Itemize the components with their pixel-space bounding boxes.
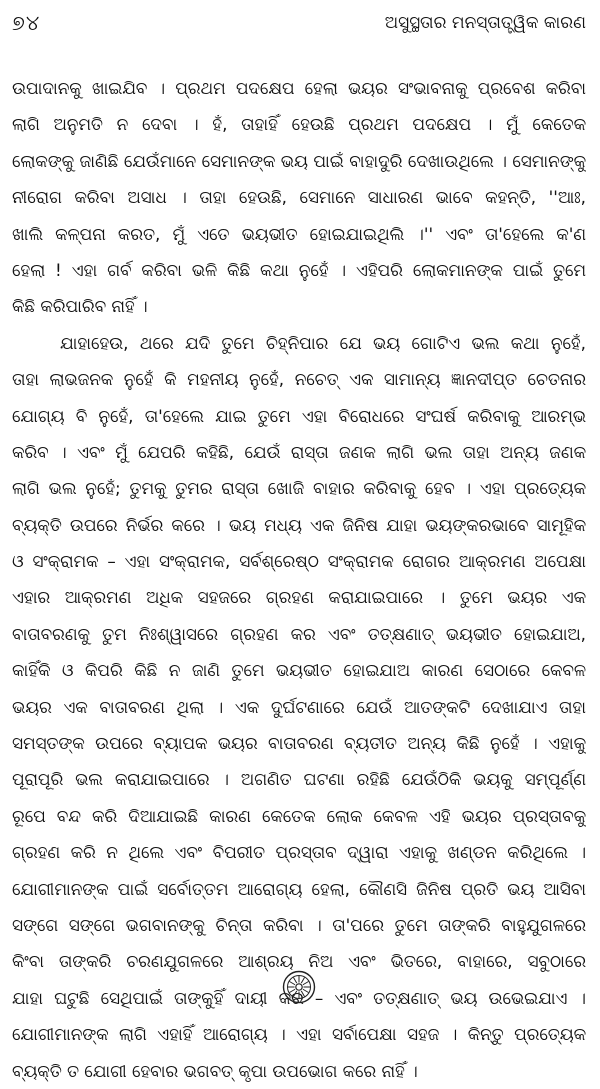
text-line: ଯାହା ଘଟୁଛି ସେଥିପାଇଁ ତାଙ୍କୁହିଁ ଦାୟୀ କର – ଏବଂ ତତ୍‌କ୍ଷଣାତ୍‌ ଭୟ ଉଭେଇଯାଏ । [12,987,586,1008]
body-text [12,70,586,1089]
running-title: ଅସୁସ୍ଥତାର ମନସ୍ତାତ୍ତ୍ୱିକ କାରଣ [384,13,586,33]
text-line: ବାତାବରଣକୁ ତୁମ ନିଃଶ୍ୱାସରେ ଗ୍ରହଣ କର ଏବଂ ତତ୍‌କ୍ଷଣାତ୍‌ ଭୟଭୀତ ହୋଇଯାଅ, [12,623,586,644]
text-line: ଖାଲି କଳ୍ପନା କରତ, ମୁଁ ଏତେ ଭୟଭୀତ ହୋଇଯାଇଥିଲି ।'' ଏବଂ ତା'ହେଲେ କ'ଣ [12,223,586,244]
text-line: ଭୟର ଏକ ବାତାବରଣ ଥିଲା । ଏକ ଦୁର୍ଘଟଣାରେ ଯେଉଁ ଆତଙ୍କଟି ଦେଖାଯାଏ ତାହା [12,696,586,717]
ornament-petal [301,977,304,983]
text-line: ସଙ୍ଗେ ସଙ୍ଗେ ଭଗବାନଙ୍କୁ ଚିନ୍ତା କରିବା । ତା'ପରେ ତୁମେ ତାଙ୍କରି ବାହୁଯୁଗଳରେ [12,914,586,935]
flower-ornament-icon [282,970,316,1004]
text-line: ବ୍ୟକ୍ତି ଉପରେ ନିର୍ଭର କରେ । ଭୟ ମଧ୍ୟ ଏକ ଜିନିଷ ଯାହା ଭୟଙ୍କରଭାବେ ସାମୂହିକ [12,514,586,535]
text-line: ସମସ୍ତଙ୍କ ଉପରେ ବ୍ୟାପକ ଭୟର ବାତାବରଣ ବ୍ୟତୀତ ଅନ୍ୟ କିଛି ନୁହେଁ । ଏହାକୁ [12,733,586,754]
text-line: ଓ ସଂକ୍ରାମକ – ଏହା ସଂକ୍ରାମକ, ସର୍ବଶ୍ରେଷ୍ଠ ସଂକ୍ରାମକ ରୋଗର ଆକ୍ରମଣ ଅପେକ୍ଷା [12,551,586,572]
ornament-petal [289,982,295,985]
text-line: ନୀରୋଗ କରିବା ଅସାଧ । ତାହା ହେଉଛି, ସେମାନେ ସାଧାରଣ ଭାବେ କହନ୍ତି, ''ଆଃ, [12,187,586,208]
text-line: ଏହାର ଆକ୍ରମଣ ଅଧିକ ସହଜରେ ଗ୍ରହଣ କରାଯାଇପାରେ । ତୁମେ ଭୟର ଏକ [12,587,586,608]
text-line: ଲାଗି ଅନୁମତି ନ ଦେବା । ହଁ, ତାହାହିଁ ହେଉଛି ପ୍ରଥମ ପଦକ୍ଷେପ । ମୁଁ କେତେକ [12,114,586,135]
page-number: ୭୪ [12,10,41,35]
text-line: ଲାଗି ଭଲ ନୁହେଁ; ତୁମକୁ ତୁମର ରାସ୍ତା ଖୋଜି ବାହାର କରିବାକୁ ହେବ । ଏହା ପ୍ରତ୍ୟେକ [12,478,586,499]
text-line: କିଂବା ତାଙ୍କରି ଚରଣଯୁଗଳରେ ଆଶ୍ରୟ ନିଅ ଏବଂ ଭିତରେ, ବାହାରେ, ସବୁଠାରେ [12,951,586,972]
ornament-petal [294,991,297,997]
text-line: ଯୋଗୀମାନଙ୍କ ପାଇଁ ସର୍ବୋତ୍ତମ ଆରୋଗ୍ୟ ହେଲା, କୌଣସି ଜିନିଷ ପ୍ରତି ଭୟ ଆସିବା [12,878,586,899]
text-line: କିଛି କରିପାରିବ ନାହିଁ । [12,296,148,317]
text-line: ପୂରାପୂରି ଭଲ କରାଯାଇପାରେ । ଅଗଣିତ ଘଟଣା ରହିଛି ଯେଉଁଠିକି ଭୟକୁ ସମ୍ପୂର୍ଣ୍ଣ [12,769,586,790]
text-line: କାହିଁକି ଓ କିପରି କିଛି ନ ଜାଣି ତୁମେ ଭୟଭୀତ ହୋଇଯାଅ କାରଣ ସେଠାରେ କେବଳ [12,660,586,681]
page-header [12,8,586,38]
ornament-petal [301,991,304,997]
text-line: ଯୋଗୀମାନଙ୍କ ଲାଗି ଏହାହିଁ ଆରୋଗ୍ୟ । ଏହା ସର୍ବାପେକ୍ଷା ସହଜ । କିନ୍ତୁ ପ୍ରତ୍ୟେକ [12,1024,586,1045]
text-line: ଗ୍ରହଣ କରି ନ ଥିଲେ ଏବଂ ବିପରୀତ ପ୍ରସ୍ତାବ ଦ୍ୱାରା ଏହାକୁ ଖଣ୍ଡନ କରିଥିଲେ । [12,842,586,863]
text-line: ହେଲା ! ଏହା ଗର୍ବ କରିବା ଭଳି କିଛି କଥା ନୁହେଁ । ଏହିପରି ଲୋକମାନଙ୍କ ପାଇଁ ତୁମେ [12,259,586,280]
text-line: ଯାହାହେଉ, ଥରେ ଯଦି ତୁମେ ଚିହ୍ନିପାର ଯେ ଭୟ ଗୋଟିଏ ଭଲ କଥା ନୁହେଁ, [60,332,586,353]
text-line: ବ୍ୟକ୍ତି ତ ଯୋଗୀ ହେବାର ଭଗବତ୍‌ କୃପା ଉପଭୋଗ କରେ ନାହିଁ । [12,1060,418,1081]
text-line: ଲୋକଙ୍କୁ ଜାଣିଛି ଯେଉଁମାନେ ସେମାନଙ୍କ ଭୟ ପାଇଁ ବାହାଦୁରି ଦେଖାଉଥିଲେ । ସେମାନଙ୍କୁ [12,150,586,171]
text-line: ଉପାଦାନକୁ ଖାଇଯିବ । ପ୍ରଥମ ପଦକ୍ଷେପ ହେଲା ଭୟର ସଂଭାବନାକୁ ପ୍ରବେଶ କରିବା [12,78,586,98]
text-line: କରିବ । ଏବଂ ମୁଁ ଯେପରି କହିଛି, ଯେଉଁ ରାସ୍ତା ଜଣକ ଲାଗି ଭଲ ତାହା ଅନ୍ୟ ଜଣକ [12,441,586,462]
text-line: ତାହା ଲାଭଜନକ ନୁହେଁ କି ମହନୀୟ ନୁହେଁ, ନଚେତ୍‌ ଏକ ସାମାନ୍ୟ ଜ୍ଞାନଦୀପ୍ତ ଚେତନାର [12,369,586,390]
text-line: ରୂପେ ବନ୍ଦ କରି ଦିଆଯାଇଛି କାରଣ କେତେକ ଲୋକ କେବଳ ଏହି ଭୟର ପ୍ରସ୍ତାବକୁ [12,805,586,826]
ornament-petal [303,982,309,985]
ornament-petal [303,989,309,992]
text-line: ଯୋଗ୍ୟ ବି ନୁହେଁ, ତା'ହେଲେ ଯାଇ ତୁମେ ଏହା ବିରୋଧରେ ସଂଘର୍ଷ କରିବାକୁ ଆରମ୍ଭ [12,405,586,426]
ornament-petal [294,977,297,983]
ornament-petal [289,989,295,992]
